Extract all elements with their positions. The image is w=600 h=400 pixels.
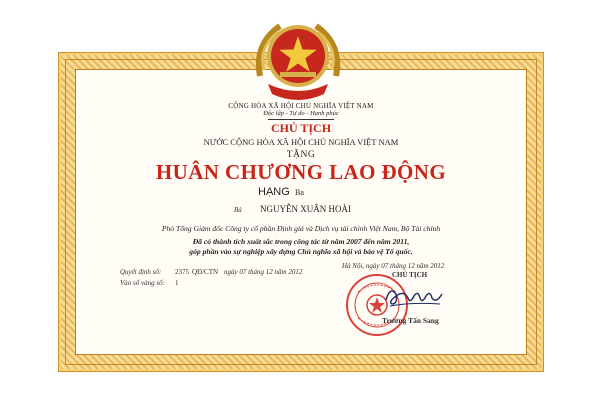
- golden-book-number: 1: [175, 279, 179, 287]
- decision-label: Quyết định số:: [120, 268, 162, 276]
- rank-label: HẠNG: [258, 186, 290, 198]
- motto-underline: [268, 119, 334, 120]
- issuer-org: NƯỚC CỘNG HÒA XÃ HỘI CHỦ NGHĨA VIỆT NAM: [203, 137, 399, 147]
- country-name: CỘNG HÒA XÃ HỘI CHỦ NGHĨA VIỆT NAM: [228, 102, 374, 110]
- signer-title: CHỦ TỊCH: [392, 271, 428, 279]
- rank-value: Ba: [295, 188, 304, 197]
- recipient-name: NGUYỄN XUÂN HOÀI: [260, 204, 351, 214]
- award-verb: TẶNG: [286, 150, 316, 160]
- golden-book-label: Vào sổ vàng số:: [120, 279, 165, 287]
- signature-place-date: Hà Nội, ngày 07 tháng 12 năm 2012: [342, 262, 445, 270]
- handwritten-signature-icon: [382, 282, 446, 310]
- citation-line-1: Đã có thành tích xuất sắc trong công tác từ năm 2007 đến năm 2011,: [192, 237, 410, 246]
- recipient-honorific: Bà: [234, 206, 242, 214]
- citation-line-2: góp phần vào sự nghiệp xây dựng Chủ nghĩa xã hội và bảo vệ Tổ quốc.: [189, 247, 413, 256]
- award-name: HUÂN CHƯƠNG LAO ĐỘNG: [155, 160, 447, 184]
- issuer-title: CHỦ TỊCH: [270, 121, 332, 135]
- national-emblem-icon: [250, 14, 346, 104]
- decision-suffix: QĐ/CTN: [192, 268, 219, 276]
- decision-date: ngày 07 tháng 12 năm 2012: [224, 268, 303, 276]
- recipient-position: Phó Tổng Giám đốc Công ty cổ phần Định giá và Dịch vụ tài chính Việt Nam, Bộ Tài chính: [161, 224, 441, 233]
- national-motto: Độc lập - Tự do - Hạnh phúc: [263, 110, 339, 117]
- decision-number: 2375: [175, 268, 189, 276]
- signer-name: Trương Tấn Sang: [382, 316, 439, 325]
